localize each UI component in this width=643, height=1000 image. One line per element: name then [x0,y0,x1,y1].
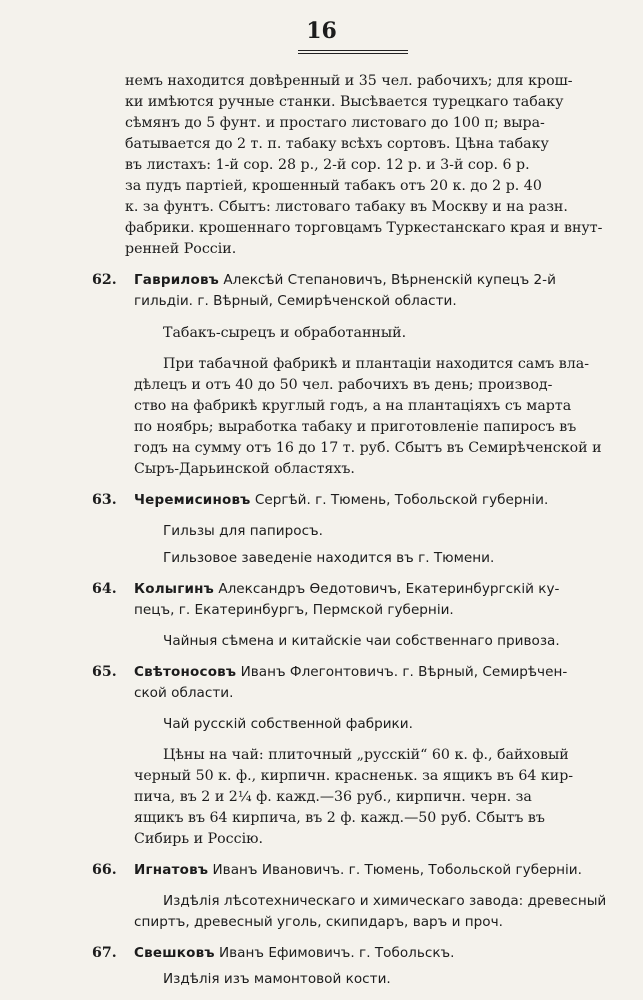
entry-subject: Гильзы для папиросъ. [163,523,323,539]
entry-header-rest: Иванъ Ивановичъ. г. Тюмень, Тобольской губерніи. [208,862,582,878]
entry-number: 64. [92,581,117,597]
entry-number: 66. [92,862,117,878]
entry-surname: Свѣтоносовъ [134,664,237,680]
entry-header [134,943,454,963]
entry-header-rest: Сергѣй. г. Тюмень, Тобольской губерніи. [250,492,549,508]
entry-header-rest: Алексѣй Степановичъ, Вѣрненскій купецъ 2-й [219,272,556,288]
entry-header-cont: пецъ, г. Екатеринбургъ, Пермской губерніи. [134,602,454,618]
intro-line: к. за фунтъ. Сбытъ: листоваго табаку въ Москву и на разн. [125,199,568,215]
entry-description-line: годъ на сумму отъ 16 до 17 т. руб. Сбытъ въ Семирѣченской и [134,440,602,456]
entry-header-rest: Иванъ Флегонтовичъ. г. Вѣрный, Семирѣчен- [236,664,568,680]
intro-line: за пудъ партіей, крошенный табакъ отъ 20 к. до 2 р. 40 [125,178,542,194]
entry-subject: Чай русскій собственной фабрики. [163,716,413,732]
entry-subject: Табакъ-сырецъ и обработанный. [163,325,407,341]
entry-description-line: пича, въ 2 и 2¼ ф. кажд.—36 руб., кирпичн. черн. за [134,789,532,805]
entry-surname: Гавриловъ [134,272,220,288]
entry-description-line: Издѣлія лѣсотехническаго и химическаго завода: древесный [163,893,607,909]
entry-header [134,490,548,510]
entry-description-line: спиртъ, древесный уголь, скипидаръ, варъ и проч. [134,914,503,930]
entry-description-line: Цѣны на чай: плиточный „русскій“ 60 к. ф., байховый [163,747,569,763]
entry-header [134,662,567,682]
entry-description-line: Гильзовое заведеніе находится въ г. Тюмени. [163,550,495,566]
entry-subject: Издѣлія изъ мамонтовой кости. [163,971,391,987]
entry-header [134,579,559,599]
intro-line: немъ находится довѣренный и 35 чел. рабочихъ; для крош- [125,73,573,89]
entry-header [134,860,582,880]
header-rule [298,50,408,54]
entry-description-line: Сибирь и Россію. [134,831,263,847]
entry-number: 63. [92,492,117,508]
intro-line: батывается до 2 т. п. табаку всѣхъ сортовъ. Цѣна табаку [125,136,549,152]
intro-line: сѣмянъ до 5 фунт. и простаго листоваго до 100 п; выра- [125,115,545,131]
entry-description-line: При табачной фабрикѣ и плантаціи находится самъ вла- [163,356,590,372]
entry-description-line: черный 50 к. ф., кирпичн. красненьк. за ящикъ въ 64 кир- [134,768,574,784]
entry-surname: Игнатовъ [134,862,209,878]
entry-number: 65. [92,664,117,680]
entry-number: 67. [92,945,117,961]
entry-header-rest: Иванъ Ефимовичъ. г. Тобольскъ. [214,945,455,961]
entry-description-line: по ноябрь; выработка табаку и приготовленіе папиросъ въ [134,419,577,435]
entry-number: 62. [92,272,117,288]
intro-line: ренней Россіи. [125,241,237,257]
intro-line: фабрики. крошеннаго торговцамъ Туркестанскаго края и внут- [125,220,603,236]
entry-header-cont: ской области. [134,685,234,701]
entry-header [134,270,556,290]
entry-surname: Колыгинъ [134,581,214,597]
entry-surname: Свешковъ [134,945,215,961]
entry-surname: Черемисиновъ [134,492,251,508]
entry-subject: Чайныя сѣмена и китайскіе чаи собственнаго привоза. [163,633,560,649]
entry-description-line: Сыръ-Дарьинской областяхъ. [134,461,355,477]
entry-description-line: ящикъ въ 64 кирпича, въ 2 ф. кажд.—50 руб. Сбытъ въ [134,810,545,826]
intro-line: ки имѣются ручные станки. Высѣвается турецкаго табаку [125,94,564,110]
entry-description-line: ство на фабрикѣ круглый годъ, а на плантаціяхъ съ марта [134,398,572,414]
entry-header-rest: Александръ Ѳедотовичъ, Екатеринбургскій ку- [214,581,560,597]
page-number: 16 [306,18,337,44]
entry-header-cont: гильдіи. г. Вѣрный, Семирѣченской области. [134,293,457,309]
entry-description-line: дѣлецъ и отъ 40 до 50 чел. рабочихъ въ день; производ- [134,377,553,393]
intro-line: въ листахъ: 1-й сор. 28 р., 2-й сор. 12 р. и 3-й сор. 6 р. [125,157,530,173]
